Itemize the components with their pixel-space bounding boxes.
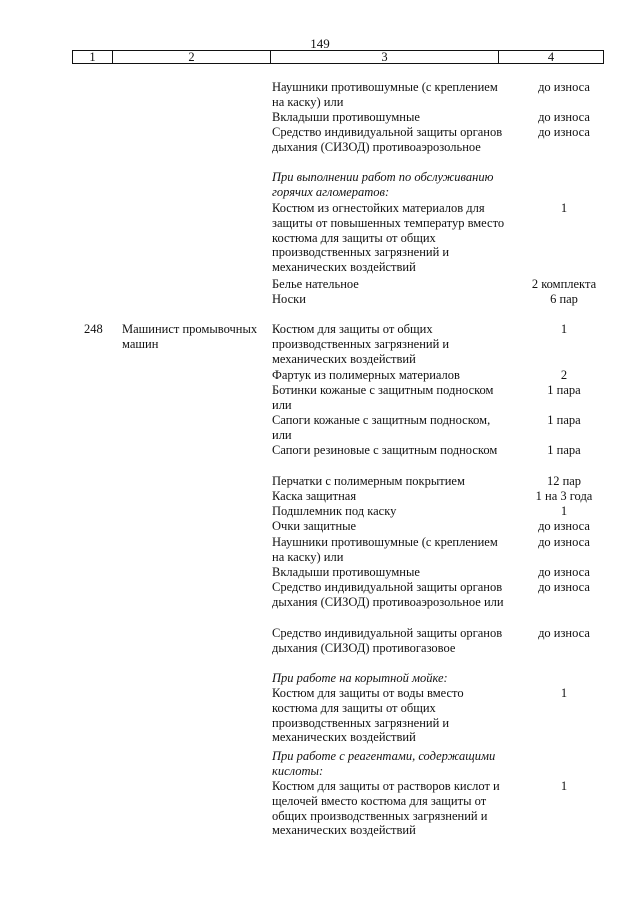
item-norm: до износа	[538, 565, 590, 579]
item-norm: до износа	[538, 519, 590, 533]
item-norm: до износа	[538, 626, 590, 640]
item-norm: до износа	[538, 535, 590, 549]
item-text: Средство индивидуальной защиты органов дыхания (СИЗОД) противогазовое	[272, 626, 503, 655]
item-norm: 1	[560, 322, 568, 336]
item-text: Белье нательное	[272, 277, 359, 291]
position-name: Машинист промывочных машин	[122, 322, 258, 351]
item-text: Костюм для защиты от общих производственных загрязнений и механических воздействий	[272, 322, 450, 366]
item-text: Фартук из полимерных материалов	[272, 368, 460, 382]
item-text: Средство индивидуальной защиты органов дыхания (СИЗОД) противоаэрозольное	[272, 125, 503, 154]
item-norm: до износа	[538, 80, 590, 94]
item-norm: 6 пар	[550, 292, 578, 306]
item-norm: до износа	[538, 580, 590, 594]
item-text: Костюм для защиты от воды вместо костюма для защиты от общих производственных загрязнений и механических воздействий	[272, 686, 464, 745]
condition-heading: При выполнении работ по обслуживанию горячих агломератов:	[272, 170, 494, 199]
item-norm: 1	[560, 504, 568, 518]
item-norm: 1 пара	[547, 443, 581, 457]
item-text: Вкладыши противошумные	[272, 110, 420, 124]
item-norm: 2 комплекта	[531, 277, 597, 291]
item-text: Костюм из огнестойких материалов для защиты от повышенных температур вместо костюма для защиты от общих производственных загрязнений и механических воздействий	[272, 201, 505, 275]
item-norm: до износа	[538, 110, 590, 124]
row-number: 248	[84, 322, 103, 336]
item-norm: 1	[560, 779, 568, 793]
table-header	[72, 50, 604, 64]
condition-heading: При работе с реагентами, содержащими кислоты:	[272, 749, 496, 778]
item-norm: 1 на 3 года	[535, 489, 593, 503]
item-text: Очки защитные	[272, 519, 357, 533]
item-text: Вкладыши противошумные	[272, 565, 420, 579]
item-text: Наушники противошумные (с креплением на каску) или	[272, 535, 498, 564]
item-norm: 1 пара	[547, 383, 581, 397]
item-norm: 1 пара	[547, 413, 581, 427]
item-text: Костюм для защиты от растворов кислот и щелочей вместо костюма для защиты от общих производственных загрязнений и механических воздействий	[272, 779, 500, 838]
page-number: 149	[310, 36, 330, 51]
item-text: Средство индивидуальной защиты органов дыхания (СИЗОД) противоаэрозольное или	[272, 580, 504, 609]
item-norm: до износа	[538, 125, 590, 139]
item-norm: 1	[560, 686, 568, 700]
header-col-1: 1	[73, 51, 113, 63]
item-text: Подшлемник под каску	[272, 504, 397, 518]
item-text: Сапоги резиновые с защитным подноском	[272, 443, 498, 457]
header-col-4: 4	[547, 50, 555, 64]
header-col-3: 3	[271, 51, 499, 63]
item-text: Наушники противошумные (с креплением на каску) или	[272, 80, 498, 109]
item-norm: 12 пар	[546, 474, 582, 488]
item-norm: 1	[560, 201, 568, 215]
item-text: Носки	[272, 292, 306, 306]
header-col-2: 2	[113, 51, 271, 63]
item-text: Перчатки с полимерным покрытием	[272, 474, 465, 488]
item-text: Сапоги кожаные с защитным подноском, или	[272, 413, 491, 442]
item-norm: 2	[560, 368, 568, 382]
item-text: Ботинки кожаные с защитным подноском или	[272, 383, 494, 412]
item-text: Каска защитная	[272, 489, 357, 503]
condition-heading: При работе на корытной мойке:	[272, 671, 448, 685]
